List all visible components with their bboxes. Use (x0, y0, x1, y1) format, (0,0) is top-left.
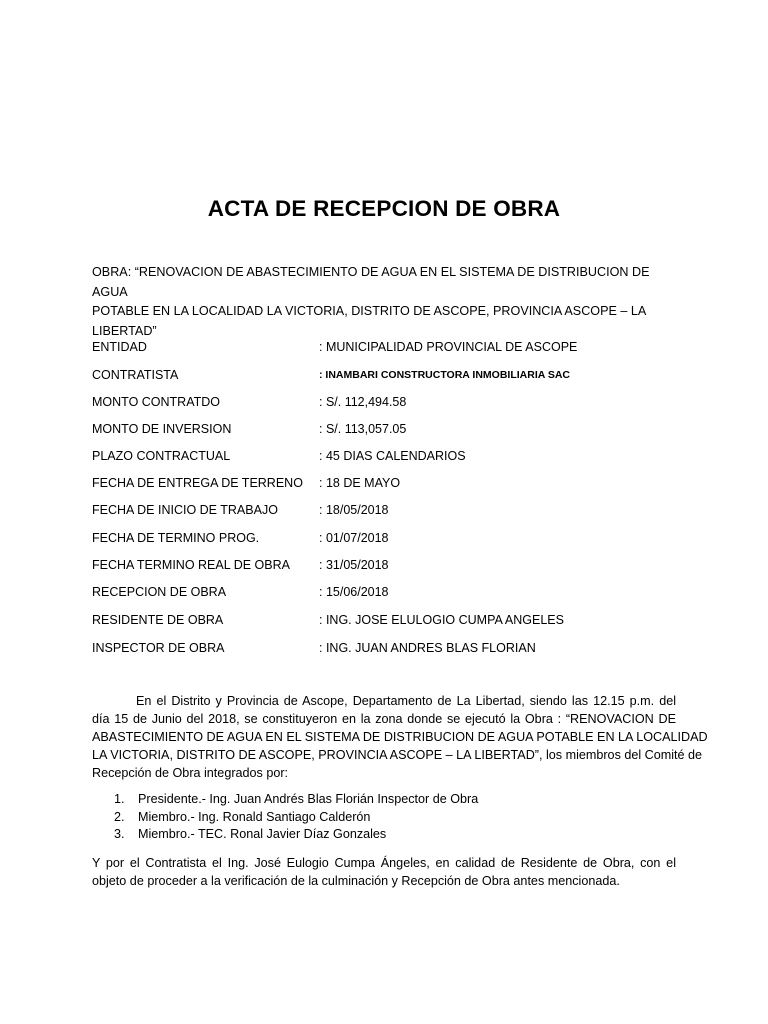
field-label: FECHA DE INICIO DE TRABAJO (92, 503, 278, 517)
field-value: : 15/06/2018 (319, 585, 389, 599)
obra-description (92, 263, 684, 341)
field-label: FECHA TERMINO REAL DE OBRA (92, 558, 290, 572)
member-text: Presidente.- Ing. Juan Andrés Blas Florián Inspector de Obra (138, 792, 479, 806)
field-value: : ING. JOSE ELULOGIO CUMPA ANGELES (319, 613, 564, 627)
paragraph-line: Y por el Contratista el Ing. José Eulogio Cumpa Ángeles, en calidad de Residente de Obra, con el (92, 856, 676, 870)
document-title: ACTA DE RECEPCION DE OBRA (207, 196, 561, 221)
paragraph-acta (92, 692, 708, 782)
paragraph-line: objeto de proceder a la verificación de la culminación y Recepción de Obra antes mencionada. (92, 874, 620, 888)
paragraph-line: Recepción de Obra integrados por: (92, 766, 289, 780)
field-value: : 45 DIAS CALENDARIOS (319, 449, 466, 463)
field-label: CONTRATISTA (92, 368, 179, 382)
obra-line: OBRA: “RENOVACION DE ABASTECIMIENTO DE AGUA EN EL SISTEMA DE DISTRIBUCION DE AGUA (92, 265, 650, 299)
paragraph-line: ABASTECIMIENTO DE AGUA EN EL SISTEMA DE DISTRIBUCION DE AGUA POTABLE EN LA LOCALIDAD (92, 730, 708, 744)
field-value: : 01/07/2018 (319, 531, 389, 545)
paragraph-line: día 15 de Junio del 2018, se constituyeron en la zona donde se ejecutó la Obra : “RENOVACION DE (92, 712, 676, 726)
paragraph-line: En el Distrito y Provincia de Ascope, Departamento de La Libertad, siendo las 12.15 p.m. del (136, 694, 676, 708)
paragraph-line: LA VICTORIA, DISTRITO DE ASCOPE, PROVINCIA ASCOPE – LA LIBERTAD”, los miembros del Comité de (92, 748, 703, 762)
field-label: FECHA DE ENTREGA DE TERRENO (92, 476, 303, 490)
field-value: : 18/05/2018 (319, 503, 389, 517)
list-number: 3. (114, 827, 125, 841)
field-label: PLAZO CONTRACTUAL (92, 449, 231, 463)
list-number: 2. (114, 809, 125, 824)
field-value: : S/. 112,494.58 (319, 395, 407, 409)
member-text: Miembro.- TEC. Ronal Javier Díaz Gonzales (138, 827, 387, 841)
member-text: Miembro.- Ing. Ronald Santiago Calderón (138, 809, 371, 824)
field-value: : S/. 113,057.05 (319, 422, 407, 436)
field-label: RESIDENTE DE OBRA (92, 613, 224, 627)
field-label: INSPECTOR DE OBRA (92, 641, 225, 655)
field-value: : INAMBARI CONSTRUCTORA INMOBILIARIA SAC (319, 369, 571, 381)
field-label: RECEPCION DE OBRA (92, 585, 227, 599)
list-number: 1. (114, 792, 125, 806)
paragraph-contratista (92, 854, 676, 890)
field-label: MONTO DE INVERSION (92, 422, 232, 436)
field-value: : ING. JUAN ANDRES BLAS FLORIAN (319, 641, 536, 655)
field-value: : 31/05/2018 (319, 558, 389, 572)
field-label: MONTO CONTRATDO (92, 395, 221, 409)
obra-line: POTABLE EN LA LOCALIDAD LA VICTORIA, DISTRITO DE ASCOPE, PROVINCIA ASCOPE – LA LIBERTAD” (92, 304, 646, 338)
field-value: : MUNICIPALIDAD PROVINCIAL DE ASCOPE (319, 340, 578, 354)
field-value: : 18 DE MAYO (319, 476, 401, 490)
field-label: FECHA DE TERMINO PROG. (92, 531, 260, 545)
field-label: ENTIDAD (92, 340, 147, 354)
